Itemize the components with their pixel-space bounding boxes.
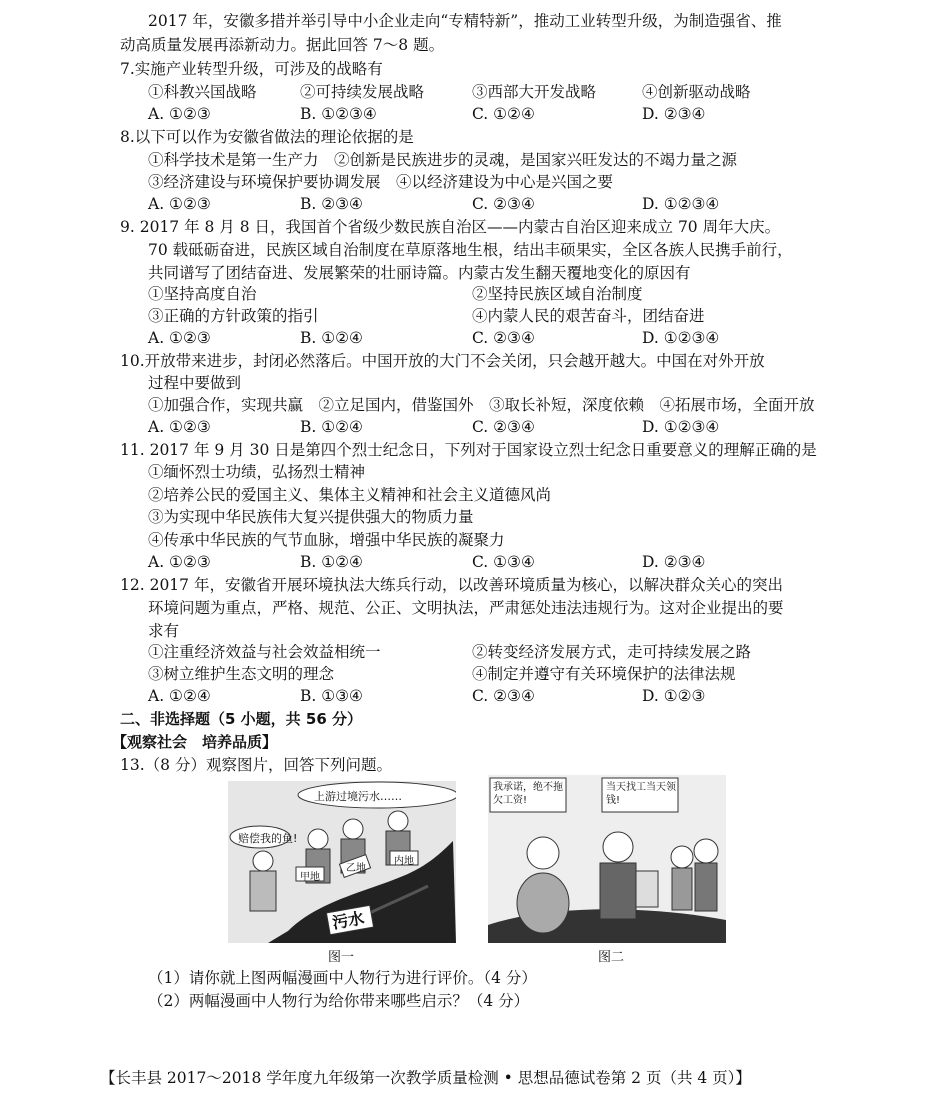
fig2-caption: 图二: [598, 950, 625, 965]
q9-choice-c[interactable]: C. ②③④: [472, 329, 535, 347]
q7-choice-a[interactable]: A. ①②③: [148, 105, 211, 123]
fig1-sign-1: 甲地: [300, 872, 320, 883]
section-2-heading: 二、非选择题（5 小题，共 56 分）: [120, 710, 362, 728]
q8-items-line-1: ①科学技术是第一生产力 ②创新是民族进步的灵魂，是国家兴旺发达的不竭力量之源: [148, 151, 738, 169]
q9-item-4: ④内蒙人民的艰苦奋斗，团结奋进: [472, 307, 705, 325]
q8-choice-c[interactable]: C. ②③④: [472, 195, 535, 213]
q11-choice-d[interactable]: D. ②③④: [642, 553, 706, 571]
q12-choice-a[interactable]: A. ①②④: [148, 687, 211, 705]
q12-stem-3: 求有: [148, 622, 180, 640]
q9-stem-1: 9. 2017 年 8 月 8 日，我国首个省级少数民族自治区——内蒙古自治区迎来成立 70 周年大庆。: [120, 218, 781, 236]
q9-item-1: ①坚持高度自治: [148, 285, 257, 303]
q9-choice-b[interactable]: B. ①②④: [300, 329, 363, 347]
q9-choice-d[interactable]: D. ①②③④: [642, 329, 720, 347]
fig1-sign-2: 乙地: [346, 863, 366, 874]
q12-item-4: ④制定并遵守有关环境保护的法律法规: [472, 665, 736, 683]
q7-choice-b[interactable]: B. ①②③④: [300, 105, 377, 123]
q10-choice-b[interactable]: B. ①②④: [300, 418, 363, 436]
intro-line-1: 2017 年，安徽多措并举引导中小企业走向“专精特新”，推动工业转型升级，为制造强省、推: [148, 12, 782, 30]
q12-stem-2: 环境问题为重点，严格、规范、公正、文明执法，严肃惩处违法违规行为。这对企业提出的要: [148, 599, 784, 617]
q11-stem: 11. 2017 年 9 月 30 日是第四个烈士纪念日，下列对于国家设立烈士纪念日重要意义的理解正确的是: [120, 441, 817, 459]
q11-item-3: ③为实现中华民族伟大复兴提供强大的物质力量: [148, 508, 474, 526]
q12-stem-1: 12. 2017 年，安徽省开展环境执法大练兵行动，以改善环境质量为核心，以解决群众关心的突出: [120, 576, 783, 594]
q10-choice-d[interactable]: D. ①②③④: [642, 418, 720, 436]
q11-choice-a[interactable]: A. ①②③: [148, 553, 211, 571]
cartoon-figure-1: [228, 781, 456, 943]
q9-item-2: ②坚持民族区域自治制度: [472, 285, 643, 303]
q7-stem: 7.实施产业转型升级，可涉及的战略有: [120, 60, 383, 78]
q9-item-3: ③正确的方针政策的指引: [148, 307, 319, 325]
q7-item-2: ②可持续发展战略: [300, 83, 425, 101]
q12-choice-c[interactable]: C. ②③④: [472, 687, 535, 705]
q8-choice-d[interactable]: D. ①②③④: [642, 195, 720, 213]
q9-stem-2: 70 载砥砺奋进，民族区域自治制度在草原落地生根，结出丰硕果实，全区各族人民携手前行，: [148, 241, 793, 259]
fig1-water-label: 污水: [330, 908, 366, 933]
q13-sub-2: （2）两幅漫画中人物行为给你带来哪些启示？（4 分）: [148, 992, 530, 1010]
q11-choice-c[interactable]: C. ①③④: [472, 553, 535, 571]
q12-item-1: ①注重经济效益与社会效益相统一: [148, 643, 381, 661]
fig2-bubble-right: 当天找工当天领钱!: [606, 782, 676, 806]
fig1-caption: 图一: [328, 950, 355, 965]
fig2-bubble-left: 我承诺，绝不拖欠工资!: [493, 782, 563, 806]
q11-item-2: ②培养公民的爱国主义、集体主义精神和社会主义道德风尚: [148, 486, 552, 504]
q10-items-line: ①加强合作，实现共赢 ②立足国内，借鉴国外 ③取长补短，深度依赖 ④拓展市场，全面开放: [148, 396, 815, 414]
q9-stem-3: 共同谱写了团结奋进、发展繁荣的壮丽诗篇。内蒙古发生翻天覆地变化的原因有: [148, 264, 691, 282]
q10-stem-1: 10.开放带来进步，封闭必然落后。中国开放的大门不会关闭，只会越开越大。中国在对外开放: [120, 352, 765, 370]
q12-item-2: ②转变经济发展方式，走可持续发展之路: [472, 643, 752, 661]
q10-stem-2: 过程中要做到: [148, 374, 242, 392]
q12-choice-d[interactable]: D. ①②③: [642, 687, 706, 705]
q10-choice-c[interactable]: C. ②③④: [472, 418, 535, 436]
q11-item-4: ④传承中华民族的气节血脉，增强中华民族的凝聚力: [148, 531, 505, 549]
q10-choice-a[interactable]: A. ①②③: [148, 418, 211, 436]
q9-choice-a[interactable]: A. ①②③: [148, 329, 211, 347]
q8-choice-b[interactable]: B. ②③④: [300, 195, 363, 213]
q7-item-4: ④创新驱动战略: [642, 83, 751, 101]
q11-choice-b[interactable]: B. ①②④: [300, 553, 363, 571]
q8-stem: 8.以下可以作为安徽省做法的理论依据的是: [120, 128, 414, 146]
q8-items-line-2: ③经济建设与环境保护要协调发展 ④以经济建设为中心是兴国之要: [148, 173, 614, 191]
q7-choice-c[interactable]: C. ①②④: [472, 105, 535, 123]
q11-item-1: ①缅怀烈士功绩，弘扬烈士精神: [148, 463, 366, 481]
fig1-sign-3: 内地: [394, 856, 414, 867]
q12-item-3: ③树立维护生态文明的理念: [148, 665, 335, 683]
q7-item-3: ③西部大开发战略: [472, 83, 597, 101]
fig1-bubble-top: 上游过境污水……: [314, 790, 402, 803]
subsection-heading: 【观察社会 培养品质】: [112, 733, 278, 751]
q12-choice-b[interactable]: B. ①③④: [300, 687, 363, 705]
q7-item-1: ①科教兴国战略: [148, 83, 257, 101]
q13-stem: 13.（8 分）观察图片，回答下列问题。: [120, 756, 392, 774]
page-footer: 【长丰县 2017～2018 学年度九年级第一次教学质量检测 • 思想品德试卷第 2 页（共 4 页）】: [100, 1069, 751, 1087]
q8-choice-a[interactable]: A. ①②③: [148, 195, 211, 213]
q13-sub-1: （1）请你就上图两幅漫画中人物行为进行评价。（4 分）: [148, 969, 537, 987]
intro-line-2: 动高质量发展再添新动力。据此回答 7～8 题。: [120, 36, 445, 54]
fig1-bubble-left: 赔偿我的鱼!: [238, 832, 298, 845]
q7-choice-d[interactable]: D. ②③④: [642, 105, 706, 123]
cartoon-figure-2: [488, 775, 726, 943]
